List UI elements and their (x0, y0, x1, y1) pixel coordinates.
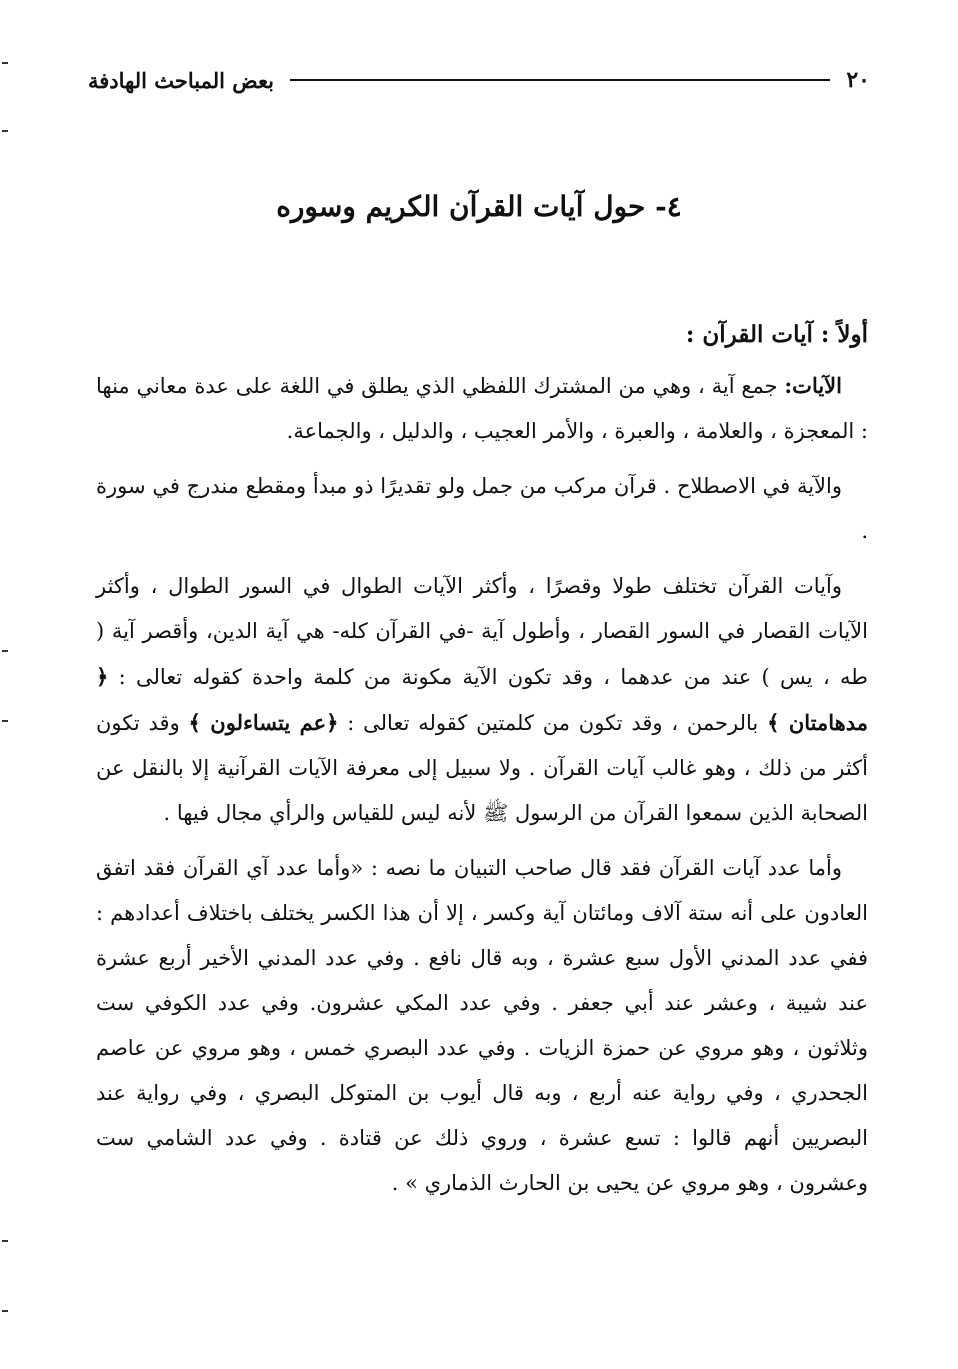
paragraph-text: وآيات القرآن تختلف طولا وقصرًا ، وأكثر الآيات الطوال في السور الطوال ، وأكثر الآيات القصار في السور القصار ، وأطول آية -في القرآن كله- هي آية الدين، وأقصر آية ( طه ، يس ) عند من عدهما ، وقد تكون الآية مكونة من كلمة واحدة كقوله تعالى : (96, 574, 868, 689)
scan-margin-mark (2, 62, 8, 64)
paragraph-definition (96, 363, 868, 454)
paragraph-text: وأما عدد آيات القرآن فقد قال صاحب التبيان ما نصه : «وأما عدد آي القرآن فقد اتفق العادون على أنه ستة آلاف ومائتان آية وكسر ، إلا أن هذا الكسر يختلف باختلاف أعدادهم : ففي عدد المدني الأول سبع عشرة ، وبه قال نافع . وفي عدد المدني الأخير أربع عشرة عند شيبة ، وعشر عند أبي جعفر . وفي عدد المكي عشرون. وفي عدد الكوفي ست وثلاثون ، وهو مروي عن حمزة الزيات . وفي عدد البصري خمس ، وهو مروي عن عاصم الجحدري ، وفي رواية عنه أربع ، وبه قال أيوب بن المتوكل البصري ، وفي رواية عند البصريين أنهم قالوا : تسع عشرة ، وروي ذلك عن قتادة . وفي عدد الشامي ست وعشرون ، وهو مروي عن يحيى بن الحارث الذماري » . (96, 856, 868, 1195)
section-heading: أولاً : آيات القرآن : (685, 321, 868, 348)
scan-margin-mark (2, 1310, 8, 1312)
paragraph-verse-count (96, 846, 868, 1206)
book-title: بعض المباحث الهادفة (88, 67, 274, 93)
running-header (88, 60, 870, 100)
chapter-title: ٤- حول آيات القرآن الكريم وسوره (276, 190, 682, 223)
paragraph-text: والآية في الاصطلاح . قرآن مركب من جمل ولو تقديرًا ذو مبدأ ومقطع مندرج في سورة . (96, 474, 868, 543)
paragraph-terminology (96, 464, 868, 554)
body-text (96, 312, 868, 1216)
paragraph-verse-length (96, 564, 868, 836)
scan-margin-mark (2, 720, 8, 722)
page-number: ٢٠ (846, 67, 870, 93)
paragraph-text: وقد تكون أكثر من ذلك ، وهو غالب آيات القرآن . ولا سبيل إلى معرفة الآيات القرآنية إلا بالنقل عن الصحابة الذين سمعوا القرآن من الرسول ﷺ لأنه ليس للقياس والرأي مجال فيها . (96, 711, 868, 825)
paragraph-text: جمع آية ، وهي من المشترك اللفظي الذي يطلق في اللغة على عدة معاني منها : المعجزة ، والعلامة ، والعبرة ، والأمر العجيب ، والدليل ، والجماعة. (96, 374, 868, 443)
header-rule (290, 79, 830, 81)
scan-margin-mark (2, 1240, 8, 1242)
scan-margin-mark (2, 650, 8, 652)
paragraph-text: بالرحمن ، وقد تكون من كلمتين كقوله تعالى : (338, 711, 768, 735)
scan-margin-mark (2, 130, 8, 132)
term-lead: الآيات: (784, 373, 842, 398)
quran-quote: ﴿ مدهامتان ﴾ (96, 664, 868, 735)
quran-quote: ﴿عم يتساءلون ﴾ (188, 710, 339, 735)
